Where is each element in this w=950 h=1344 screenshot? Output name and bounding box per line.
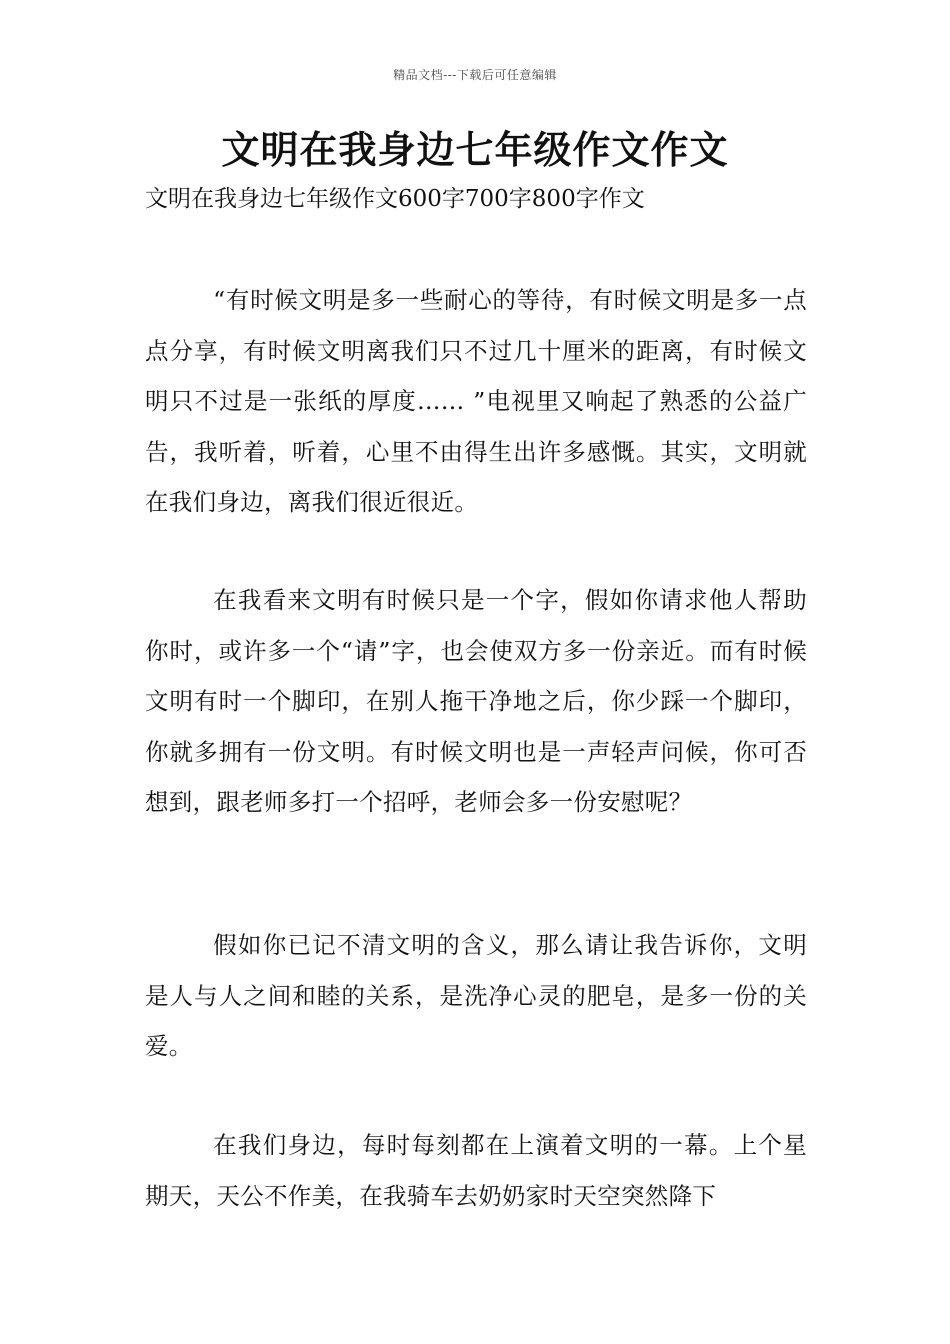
paragraph-3: 假如你已记不清文明的含义，那么请让我告诉你，文明是人与人之间和睦的关系，是洗净心灵的肥皂，是多一份的关爱。 (145, 931, 807, 1060)
document-subtitle: 文明在我身边七年级作文600字700字800字作文 (145, 186, 645, 212)
paragraph-1: “有时候文明是多一些耐心的等待，有时候文明是多一点点分享，有时候文明离我们只不过几十厘米的距离，有时候文明只不过是一张纸的厚度…… ”电视里又响起了熟悉的公益广告，我听着，听着，心里不由得生出许多感慨。其实，文明就在我们身边，离我们很近很近。 (145, 286, 807, 516)
paragraph-4: 在我们身边，每时每刻都在上演着文明的一幕。上个星期天，天公不作美，在我骑车去奶奶家时天空突然降下 (145, 1131, 807, 1210)
header-note: 精品文档---下载后可任意编辑 (393, 68, 557, 82)
document-title: 文明在我身边七年级作文作文 (221, 128, 729, 172)
paragraph-2: 在我看来文明有时候只是一个字，假如你请求他人帮助你时，或许多一个“请”字，也会使双方多一份亲近。而有时候文明有时一个脚印，在别人拖干净地之后，你少踩一个脚印，你就多拥有一份文明。有时候文明也是一声轻声问候，你可否想到，跟老师多打一个招呼，老师会多一份安慰呢？ (145, 586, 807, 816)
